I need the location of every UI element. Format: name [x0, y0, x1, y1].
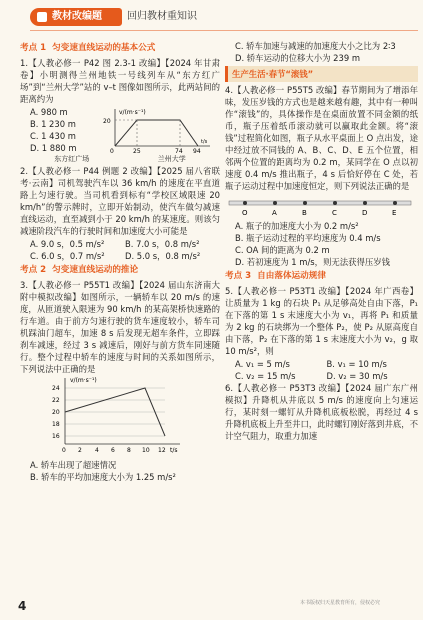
- q5-option-row: C. v₂ = 15 m/s D. v₂ = 30 m/s: [235, 371, 388, 381]
- question-5: 5.【人教必修一 P53T1 改编】【2024 年广西卷】让质量为 1 kg 的石块 P₁ 从足够高处自由下落，P₁ 在下落的第 1 s 末速度大小为 v₁，再将 P₁ 和质量为 2 kg 的石块绑为一个整体 P₂，使 P₂ 从原高度自由下落，P₂ 在下落的第 1 s 末速度大小为 v₂，g 取 10 m/s²，则: [225, 286, 418, 356]
- q1-captions: 东方红广场 兰州大学: [54, 155, 186, 163]
- axis-label: v/(m·s⁻¹): [70, 377, 97, 384]
- tick-label: 22: [52, 397, 60, 404]
- q4-position-diagram: [225, 193, 415, 217]
- tick-label: 10: [142, 447, 150, 454]
- tick-label: 12: [158, 447, 166, 454]
- page-number: 4: [18, 599, 27, 613]
- q1-options: [20, 106, 95, 156]
- option: B. 瓶子运动过程的平均速度为 0.4 m/s: [235, 233, 381, 243]
- tick-label: 20: [52, 409, 60, 416]
- tick-label: 20: [103, 118, 111, 125]
- header-subtitle: 回归教材重知识: [127, 11, 197, 22]
- q5-option-row: A. v₁ = 5 m/s B. v₁ = 10 m/s: [235, 359, 387, 369]
- q1-row: [20, 106, 220, 156]
- option: A. 980 m: [30, 107, 68, 117]
- tick-label: 0: [62, 447, 66, 454]
- question-4: 4.【人教必修一 P55T5 改编】春节期间为了增添年味，发压岁钱的方式也是越来越有趣，其中有一种叫作“滚钱”的，具体操作是在桌面放置不同金额的纸币，瓶子压着纸币滚动就可以赢取此金额。将“滚钱”过程简化如图，瓶子从水平桌面上 O 点出发，途中经过放不同钱的 A、B、C、D、E 五个位置，相邻两个位置的距离均为 0.2 m，某同学在 O 点以初速度 0.4 m/s 推出瓶子，4 s 后恰好停在 C 处，若瓶子运动过程中加速度恒定，则下列说法正确的是: [225, 85, 418, 191]
- tick-label: 0: [110, 148, 114, 155]
- header-divider: [30, 30, 418, 31]
- tick-label: 25: [133, 148, 141, 155]
- question-6: 6.【人教必修一 P53T3 改编】【2024 届广东广州模拟】升降机从井底以 5 m/s 的速度向上匀速运行，某时刻一螺钉从升降机底板松脱，再经过 4 s 升降机底板上升至井口，此时螺钉刚好落到井底，不计空气阻力，取重力加速: [225, 383, 418, 441]
- question-1: 1.【人教必修一 P42 图 2.3-1 改编】【2024 年甘肃卷】小明测得兰州地铁一号线列车从“东方红广场”到“兰州大学”站的 v–t 图像如图所示，此两站间的距离约为: [20, 58, 220, 104]
- question-3: 3.【人教必修一 P55T1 改编】【2024 届山东济南大附中模拟改编】如图所示，一辆轿车以 20 m/s 的速度，从匝道驶入限速为 90 km/h 的某高架桥快速路的行车道。由于前方匀速行驶的货车速度较小，轿车司机踩油门超车，加速 8 s 后发现无超车条件，立即踩刹车减速，经过 3 s 减速后，刚好与前方货车同速随行。整个过程中轿车的速度与时间的关系如图所示，下列说法中正确的是: [20, 280, 220, 374]
- option: C. 轿车加速与减速的加速度大小之比为 2∶3: [235, 41, 396, 51]
- option: C. 1 430 m: [30, 131, 76, 141]
- tick-label: 2: [78, 447, 82, 454]
- option: D. 若初速度为 1 m/s，则无法获得压岁钱: [235, 257, 391, 267]
- badge-label: 教材改编题: [52, 11, 102, 22]
- right-column: [225, 40, 418, 443]
- option: D. 轿车运动的位移大小为 239 m: [235, 53, 360, 63]
- point-label: O: [242, 209, 248, 217]
- copyright-footer: 本书版权归天星教育所有，侵权必究: [300, 600, 381, 606]
- tick-label: 4: [95, 447, 99, 454]
- context-tag-box: 生产生活·春节“滚钱”: [225, 66, 418, 82]
- option: A. 瓶子的加速度大小为 0.2 m/s²: [235, 221, 359, 231]
- tick-label: 6: [111, 447, 115, 454]
- q2-option-row: C. 6.0 s，0.7 m/s² D. 5.0 s，0.8 m/s²: [30, 251, 201, 261]
- tick-label: 24: [52, 385, 60, 392]
- point-label: E: [392, 209, 397, 217]
- q1-vt-graph: [95, 106, 215, 156]
- axis-unit: t/s: [201, 139, 208, 145]
- section-badge: [30, 8, 122, 26]
- question-2: 2.【人教必修一 P44 例题 2 改编】【2025 届八省联考·云南】司机驾驶汽车以 36 km/h 的速度在平直道路上匀速行驶。当司机看到标有“学校区域限速 20 km/h”的警示牌时，立即开始制动，使汽车做匀减速直线运动，直至减到小于 20 km/h 的某速度。则该匀减速阶段汽车的行驶时间和加速度大小可能是: [20, 166, 220, 236]
- option: A. 轿车出现了超速情况: [30, 460, 117, 470]
- tick-label: 94: [193, 148, 201, 155]
- option: D. 1 880 m: [30, 143, 77, 153]
- axis-unit: t/s: [170, 447, 178, 454]
- point-label: A: [272, 209, 277, 217]
- q3-vt-graph: [40, 376, 190, 456]
- topic-heading-1: 考点 1 匀变速直线运动的基本公式: [20, 43, 156, 53]
- tick-label: 8: [127, 447, 131, 454]
- topic-heading-3: 考点 3 自由落体运动规律: [225, 271, 326, 281]
- axis-label: v/(m·s⁻¹): [119, 109, 146, 116]
- book-icon: [37, 12, 47, 22]
- tick-label: 18: [52, 421, 60, 428]
- tick-label: 16: [52, 433, 60, 440]
- point-label: B: [302, 209, 307, 217]
- left-column: [20, 40, 220, 483]
- q2-option-row: A. 9.0 s，0.5 m/s² B. 7.0 s，0.8 m/s²: [30, 239, 200, 249]
- topic-heading-2: 考点 2 匀变速直线运动的推论: [20, 265, 139, 275]
- option: C. OA 间的距离为 0.2 m: [235, 245, 330, 255]
- option: B. 轿车的平均加速度大小为 1.25 m/s²: [30, 472, 176, 482]
- page-header: [0, 0, 423, 40]
- point-label: D: [362, 209, 368, 217]
- tick-label: 74: [175, 148, 183, 155]
- option: B. 1 230 m: [30, 119, 76, 129]
- point-label: C: [332, 209, 337, 217]
